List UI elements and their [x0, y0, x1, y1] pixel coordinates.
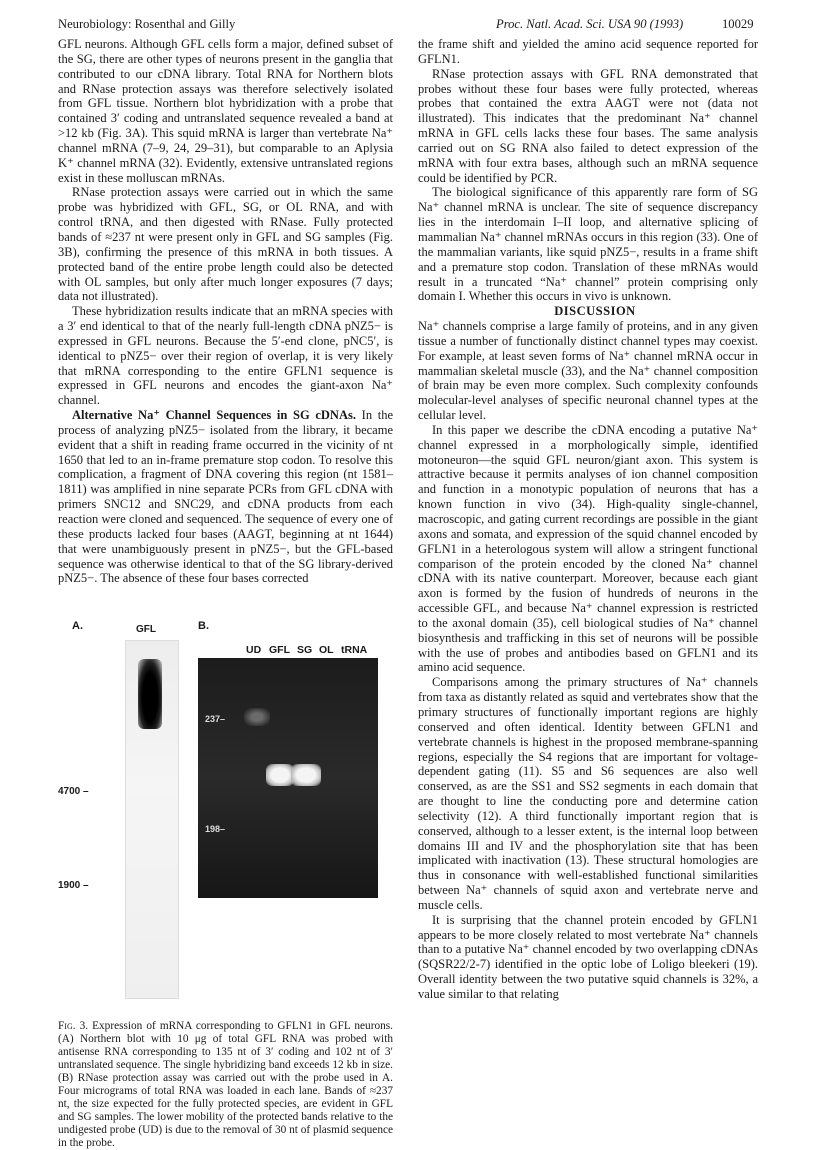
- sg-band: [291, 764, 321, 786]
- header-section-authors: Neurobiology: Rosenthal and Gilly: [58, 17, 236, 31]
- left-column: [58, 37, 393, 586]
- size-marker: 1900 –: [58, 880, 89, 891]
- northern-blot-image: [125, 640, 179, 999]
- run-in-heading: Alternative Na⁺ Channel Sequences in SG cDNAs.: [72, 408, 356, 423]
- size-marker: 4700 –: [58, 786, 89, 797]
- panel-a-lane-label: GFL: [136, 624, 156, 635]
- figure-3: [58, 618, 393, 1018]
- figure-caption: [58, 1020, 393, 1150]
- header-page-number: 10029: [722, 17, 754, 31]
- hybridizing-band: [138, 659, 162, 729]
- paragraph: [58, 408, 393, 586]
- panel-b-label: B.: [198, 620, 209, 632]
- paragraph-text: In the process of analyzing pNZ5− isolated from the library, it became evident that a shift in reading frame occurred in the vicinity of nt 1650 that led to an in-frame premature stop codon. To resolve this complication, a fragment of DNA covering this region (nt 1581–1811) was amplified in nine separate PCRs from GFL cDNA with primers SNC12 and SNC29, and cDNA products from each reaction were cloned and sequenced. The sequence of every one of these products lacked four bases (AAGT, beginning at nt 1644) that were unambiguously present in pNZ5−, but the GFL-based sequence was otherwise identical to that of the SG library-derived pNZ5−. The absence of these four bases corrected: [58, 408, 394, 586]
- paragraph: In this paper we describe the cDNA encoding a putative Na⁺ channel expressed in a morphologically simple, identified motoneuron—the squid GFL neuron/giant axon. This system is attractive because it permits analyses of ion channel composition and function in a monotypic population of neurons that has a known function in vivo (34). High-quality single-channel, macroscopic, and gating current recordings are possible in the giant axons and somata, and expression of the squid channel encoded by GFLN1 in a heterologous system will allow a stringent functional comparison of the protein encoded by the cloned Na⁺ channel cDNA with its native counterpart. Moreover, because each giant axon is formed by the fusion of hundreds of neurons in the accessible GFL, and because Na⁺ channel expression is restricted to the axonal domain (35), cell biological studies of Na⁺ channel biosynthesis and trafficking in this set of neurons will be possible with the use of probes and antibodies based on GFLN1 and its amino acid sequence.: [418, 422, 758, 675]
- right-column: [418, 37, 758, 1002]
- paragraph: These hybridization results indicate that an mRNA species with a 3′ end identical to that of the nearly full-length cDNA pNZ5− is expressed in GFL neurons. Because the 5′-end clone, pNC5′, is identical to pNZ5− over their region of overlap, it is very likely that mRNA corresponding to the entire GFLN1 sequence is expressed in GFL neurons and encodes the giant-axon Na⁺ channel.: [58, 304, 393, 408]
- lane-label: OL: [319, 644, 334, 656]
- rnase-protection-gel-image: [198, 658, 378, 898]
- lane-label: GFL: [269, 644, 290, 656]
- lane-label: UD: [246, 644, 262, 656]
- paragraph: The biological significance of this apparently rare form of SG Na⁺ channel mRNA is unclear. The site of sequence discrepancy lies in the interdomain I–II loop, and alternative splicing of mammalian Na⁺ channel mRNAs occurs in this region (33). One of the mammalian variants, like squid pNZ5−, results in a frame shift and a premature stop codon. Translation of these mRNAs would result in a truncated “Na⁺ channel” protein comprising only domain I. Whether this occurs in vivo is unknown.: [418, 185, 758, 304]
- lane-label: SG: [297, 644, 313, 656]
- caption-text: Expression of mRNA corresponding to GFLN1 in GFL neurons. (A) Northern blot with 10 μg of total GFL RNA was probed with antisense RNA corresponding to 135 nt of 3′ coding and 102 nt of 3′ untranslated sequence. The single hybridizing band exceeds 12 kb in size. (B) RNase protection assay was carried out with the probe used in A. Four micrograms of total RNA was loaded in each lane. Bands of ≈237 nt, the size expected for the fully protected species, are evident in GFL and SG samples. The lower mobility of the protected bands relative to the undigested probe (UD) is due to the removal of 30 nt of plasmid sequence in the probe.: [58, 1020, 393, 1149]
- section-heading-discussion: DISCUSSION: [554, 304, 636, 319]
- ud-band: [244, 708, 270, 726]
- paragraph: It is surprising that the channel protein encoded by GFLN1 appears to be more closely related to most vertebrate Na⁺ channels than to a putative Na⁺ channel encoded by two overlapping cDNAs (SQSR22/2-7) identified in the optic lobe of Loligo bleekeri (19). Overall identity between the two putative squid channels is 32%, a value similar to that relating: [418, 912, 758, 1001]
- header-journal: Proc. Natl. Acad. Sci. USA 90 (1993): [496, 17, 684, 31]
- lane-label: tRNA: [341, 644, 368, 656]
- paragraph: RNase protection assays with GFL RNA demonstrated that probes without these four bases were fully protected, whereas probes that contained the extra AAGT were not (data not illustrated). This indicates that the predominant Na⁺ channel mRNA in GFL cells lacks these four bases. The same analysis carried out on SG RNA also failed to detect expression of the mRNA with four extra bases, although such an mRNA sequence could be identified by PCR.: [418, 66, 758, 185]
- paragraph: GFL neurons. Although GFL cells form a major, defined subset of the SG, there are other types of neurons present in the ganglia that contributed to our cDNA library. Total RNA for Northern blots and RNase protection assays was therefore selectively isolated from GFL tissue. Northern blot hybridization with a probe that contained 3′ coding and untranslated sequence revealed a band at >12 kb (Fig. 3A). This squid mRNA is larger than vertebrate Na⁺ channel mRNA (7–9, 24, 29–31), but comparable to an Aplysia K⁺ channel mRNA (32). Evidently, extensive untranslated regions exist in these molluscan mRNAs.: [58, 37, 393, 185]
- paragraph: the frame shift and yielded the amino acid sequence reported for GFLN1.: [418, 37, 758, 66]
- paragraph: RNase protection assays were carried out in which the same probe was hybridized with GFL, SG, or OL RNA, and with control tRNA, and then digested with RNase. Fully protected bands of ≈237 nt were present only in GFL and SG samples (Fig. 3B), confirming the presence of this mRNA in both tissues. A protected band of the entire probe length could also be detected with OL samples, but only after much longer exposures (7 days; data not illustrated).: [58, 185, 393, 304]
- gel-marker: 198–: [205, 824, 226, 834]
- caption-label: Fig. 3.: [58, 1020, 89, 1032]
- paragraph: Na⁺ channels comprise a large family of proteins, and in any given tissue a number of functionally distinct channel types may coexist. For example, at least seven forms of Na⁺ channel mRNA occur in mammalian skeletal muscle (33), and the Na⁺ channel composition of brain may be even more complex. Such complexity confounds molecular-level analyses of specific neuronal channel types at the cellular level.: [418, 319, 758, 423]
- gfl-band: [266, 764, 294, 786]
- paragraph: Comparisons among the primary structures of Na⁺ channels from taxa as distantly related as squid and vertebrates show that the primary structures of functionally important regions are highly conserved and often identical. Identity between GFLN1 and vertebrate channels is highest in the proposed membrane-spanning regions, especially the S4 regions that are important for voltage-dependent gating (11). S5 and S6 sequences are also well conserved, as are the SS1 and SS2 segments in each domain that are thought to line the conducting pore and determine cation selectivity (12). A third functionally important region that is conserved, although to a lesser extent, is the internal loop between domains III and IV and the phosphorylation site that has been implicated with inactivation (13). These structural homologies are thus in consonance with well-established functional similarities between Na⁺ channels of squid axon and vertebrate nerve and muscle cells.: [418, 675, 758, 912]
- gel-marker: 237–: [205, 714, 226, 724]
- panel-a-label: A.: [72, 620, 83, 632]
